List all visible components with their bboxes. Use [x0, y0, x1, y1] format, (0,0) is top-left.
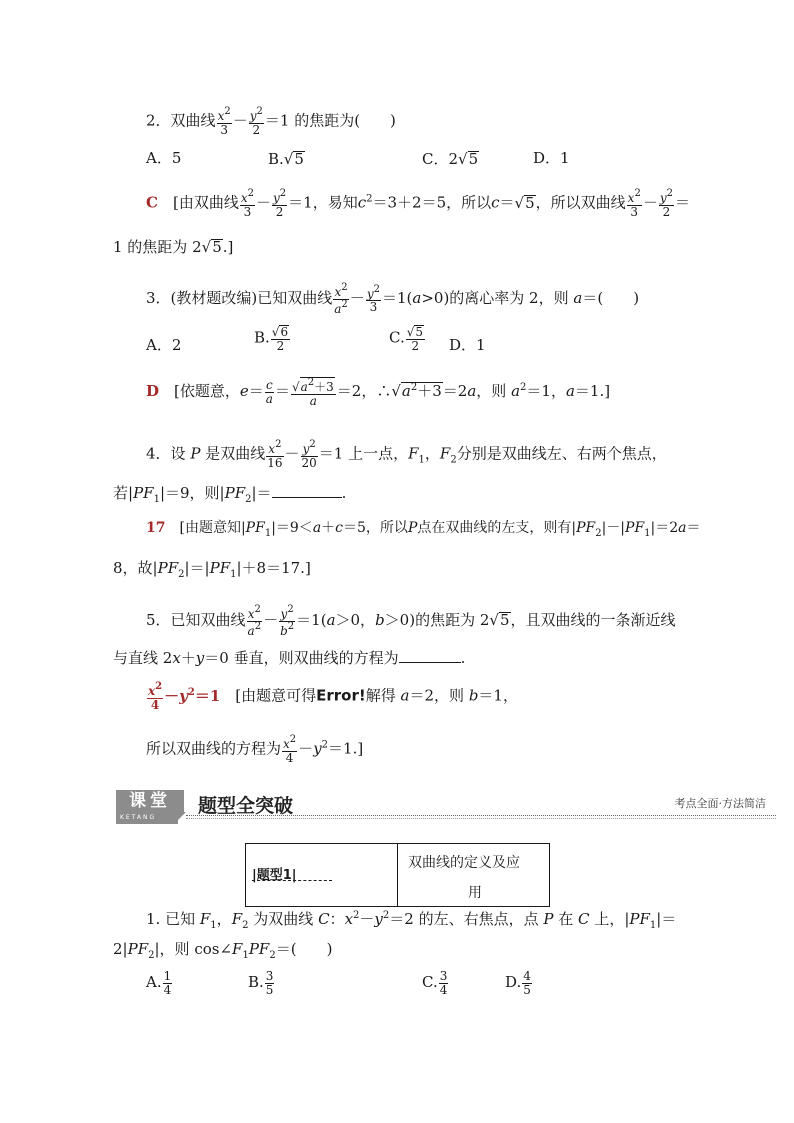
answer-text: |＝9＜ — [271, 520, 313, 536]
option-a-label: A．2 — [146, 336, 182, 354]
option-b-label: B. — [254, 328, 270, 347]
q2-options — [146, 151, 181, 166]
p1-stem-text: ： — [329, 910, 345, 928]
q4-stem-line2: 若$|PF_1|=9$，则$|PF_2|=$ . — [113, 484, 347, 505]
fraction: $\frac{4}{5}$ — [523, 969, 531, 997]
answer-text: ，所以双曲线 — [535, 193, 626, 212]
q4-stem-text: |＝9，则| — [159, 484, 225, 502]
answer-text: 解得 — [365, 686, 396, 705]
option-c — [422, 970, 449, 996]
option-c: C．2√5 — [422, 150, 479, 168]
answer-text: |＝2 — [650, 520, 679, 536]
option-d — [449, 338, 486, 353]
answer-text: [依题意， — [174, 382, 240, 401]
fraction: $\frac{x^2}{4}$ — [283, 734, 297, 765]
option-a-label: A. — [146, 973, 162, 992]
answer-text: 所以双曲线的方程为 — [146, 739, 282, 758]
divider — [186, 815, 776, 816]
p1-stem-text: ＝2 的左、右焦点，点 — [389, 910, 539, 928]
q4-stem-text: |＝ — [251, 484, 272, 502]
answer-text: 8，故| — [113, 559, 158, 577]
answer-text: ＝2，则 — [409, 686, 465, 705]
q5-stem-text: ＞0)的焦距为 2 — [384, 611, 490, 630]
q5-stem-text: ，且双曲线的一条渐近线 — [510, 611, 676, 630]
option-d-label: D．1 — [449, 336, 486, 354]
answer-letter: D — [146, 382, 160, 401]
fraction: $\frac{x^2}{a^2}$ — [247, 604, 262, 638]
answer-blank — [399, 650, 461, 663]
p1-number: 1. 已知 — [146, 910, 196, 928]
answer-letter: 17 — [146, 520, 166, 536]
answer-text: ＝ — [686, 520, 701, 536]
q5-answer: $\frac{x^2}{4}$ $-y^2=1$ [由题意可得Error!解得 a＝2，则 b＝1， — [148, 681, 518, 712]
answer-text: |＝| — [184, 559, 210, 577]
section-tagline: 考点全面·方法简洁 — [674, 797, 766, 810]
fraction: $\frac{x^2}{a^2}$ — [334, 282, 348, 316]
answer-text: 1 的焦距为 2 — [113, 238, 202, 256]
topic-underline — [252, 880, 332, 881]
option-a: A．5 — [146, 149, 182, 167]
option-d-label: D．1 — [533, 149, 570, 167]
fraction: $\frac{x^2}{4}$ — [148, 681, 163, 712]
option-d-label: D. — [505, 973, 522, 992]
p1-stem-text: |＝ — [656, 910, 677, 928]
option-c-label: C. — [389, 328, 405, 347]
p1-stem-text: 在 — [558, 910, 574, 928]
q3-var: a — [412, 289, 422, 308]
answer-letter: C — [146, 193, 158, 212]
fraction: $\frac{x^2}{3}$ — [627, 188, 641, 219]
fraction: $\frac{y^2}{b^2}$ — [280, 604, 295, 638]
badge-triangle — [174, 812, 186, 824]
answer-text: ＝ — [675, 193, 691, 212]
fraction: $\frac{y^2}{3}$ — [366, 283, 380, 315]
fraction: $\frac{y^2}{2}$ — [273, 188, 287, 219]
q3-stem-text: >0)的离心率为 2，则 — [421, 289, 569, 308]
fraction: $\frac{y^2}{2}$ — [659, 188, 673, 219]
answer-text: ＝1.] — [328, 739, 364, 758]
option-d — [505, 970, 533, 996]
table-divider — [397, 844, 398, 906]
section-badge: 课堂 — [116, 790, 184, 812]
q4-answer-line2: 8，故$|PF_2|=|PF_1|+8=17$.] — [113, 559, 311, 580]
option-b-label: B. — [248, 973, 264, 992]
q2-number: 2． — [146, 111, 171, 130]
q2-stem: 2．双曲线 $\frac{x^2}{3}$ － $\frac{y^2}{2}$ ＝1 的焦距为( ) — [146, 106, 396, 137]
topic-title-line1: 双曲线的定义及应 — [408, 855, 520, 871]
p1-stem-text: 2| — [113, 940, 128, 958]
q5-stem-text: ＝1( — [296, 611, 327, 630]
fraction: $\frac{3}{4}$ — [439, 969, 448, 997]
answer-blank — [272, 485, 342, 498]
answer-text: |－| — [601, 520, 626, 536]
answer-text: ＝2 — [442, 382, 468, 401]
answer-text: ＝1.] — [574, 382, 611, 401]
q5-stem: 5．已知双曲线 $\frac{x^2}{a^2}$ － $\frac{y^2}{b^2}$ ＝1(a＞0，b＞0)的焦距为 2√5，且双曲线的一条渐近线 — [146, 604, 676, 638]
option-b — [254, 325, 291, 352]
section-banner — [116, 790, 776, 824]
option-a — [146, 970, 173, 996]
answer-text: ＝1， — [478, 686, 518, 705]
topic-table — [245, 843, 550, 907]
fraction: $\frac{y^2}{20}$ — [301, 439, 317, 470]
q4-stem-text: 若| — [113, 484, 134, 502]
p1-stem-text: 为双曲线 — [253, 910, 314, 928]
section-title: 题型全突破 — [198, 795, 294, 817]
answer-text: ＝1，易知 — [288, 193, 358, 212]
fraction: $\frac{3}{5}$ — [265, 969, 274, 997]
q4-stem-text: 分别是双曲线左、右两个焦点， — [456, 444, 667, 463]
q5-stem-text: ＝0 垂直，则双曲线的方程为 — [204, 649, 399, 667]
option-d — [533, 151, 570, 166]
q5-number: 5．已知双曲线 — [146, 611, 246, 630]
q2-answer: C [由双曲线 $\frac{x^2}{3}$ － $\frac{y^2}{2}$ ＝1，易知$c^2=3+2=5$，所以c＝√5，所以双曲线 $\frac{x^2}{3}$ － $\frac{y^2}{2}$ ＝ — [146, 188, 691, 219]
answer-text: ，则 — [476, 382, 507, 401]
option-b — [248, 970, 275, 996]
answer-text: 点在双曲线的左支，则有| — [417, 520, 577, 536]
q3-answer: D [依题意，e＝ $\frac{c}{a}$ ＝ $\frac{√a^2+3}{a}$ ＝2，$\therefore√a^2+3=2a$，则 $a^2=1$，a＝1.] — [146, 377, 611, 408]
answer-text: |＋8＝17.] — [236, 559, 311, 577]
p1-stem: 1. 已知 $F_1$，$F_2$ 为双曲线 C：$x^2-y^2=2$ 的左、右焦点，点 P 在 C 上，$|PF_1|=$ — [146, 910, 677, 931]
option-c-label: C．2 — [422, 150, 459, 168]
p1-stem-text: 上，| — [594, 910, 630, 928]
topic-label: |题型1| — [252, 868, 297, 883]
p1-stem-line2: $2|PF_2|$，则 $\cos\angle F_1PF_2=$( ) — [113, 940, 333, 961]
answer-text: ＝2，∴ — [336, 382, 392, 401]
q3-stem: 3．(教材题改编)已知双曲线 $\frac{x^2}{a^2}$ － $\frac{y^2}{3}$ ＝1(a>0)的离心率为 2，则 a＝( ) — [146, 282, 640, 316]
answer-text: [由双曲线 — [172, 193, 239, 212]
q2-stem-text: ＝1 的焦距为( ) — [264, 111, 396, 130]
option-c-label: C. — [422, 973, 438, 992]
fraction: $\frac{x^2}{3}$ — [240, 188, 254, 219]
fraction: $\frac{1}{4}$ — [163, 969, 172, 997]
q5-answer-line2: 所以双曲线的方程为 $\frac{x^2}{4}$ $-y^2=1$.] — [146, 734, 364, 765]
q5-stem-line2: 与直线 2x＋y＝0 垂直，则双曲线的方程为 . — [113, 649, 466, 667]
q3-number: 3． — [146, 289, 171, 308]
q3-stem-text: ＝( ) — [582, 289, 640, 308]
answer-text: ＝3＋2＝5，所以 — [372, 193, 492, 212]
fraction: $\frac{√5}{2}$ — [406, 325, 424, 353]
fraction: $\frac{y^2}{2}$ — [249, 106, 263, 137]
section-badge-sub: KETANG — [116, 812, 178, 824]
topic-title-line2: 用 — [468, 885, 482, 901]
fraction: $\frac{x^2}{3}$ — [217, 106, 231, 137]
option-c — [389, 325, 426, 352]
divider — [186, 818, 776, 819]
answer-expression: $-y^2=1$ — [164, 686, 221, 705]
fraction: $\frac{√6}{2}$ — [271, 325, 289, 353]
answer-text: [由题意可得 — [235, 686, 317, 705]
option-b: B.√5 — [268, 150, 304, 168]
q4-stem-text: 是双曲线 — [205, 444, 266, 463]
fraction: $\frac{√a^2+3}{a}$ — [291, 377, 334, 408]
q3-stem-text: (教材题改编)已知双曲线 — [170, 289, 333, 308]
p1-stem-text: ＝( ) — [275, 940, 333, 958]
option-b-label: B. — [268, 150, 284, 168]
q3-stem-text: ＝1( — [381, 289, 413, 308]
answer-text: ＝1， — [526, 382, 566, 401]
answer-text: ＝5，所以 — [343, 520, 408, 536]
answer-text: [由题意知| — [179, 520, 246, 536]
answer-text: .] — [222, 238, 234, 256]
option-a — [146, 338, 181, 353]
q5-stem-text: 与直线 2 — [113, 649, 173, 667]
q4-stem: 4．设 P 是双曲线 $\frac{x^2}{16}$ － $\frac{y^2}{20}$ ＝1 上一点，$F_1$，$F_2$分别是双曲线左、右两个焦点， — [146, 439, 667, 470]
q2-answer-line2: 1 的焦距为 2√5.] — [113, 238, 234, 256]
q4-stem-text: ＝1 上一点， — [318, 444, 409, 463]
fraction: $\frac{x^2}{16}$ — [267, 439, 283, 470]
q5-stem-text: ＞0， — [335, 611, 376, 630]
q2-stem-text: 双曲线 — [170, 111, 216, 130]
p1-stem-text: |，则 cos∠ — [154, 940, 233, 958]
q4-number: 4．设 — [146, 444, 186, 463]
q4-answer: 17 [由题意知$|PF_1|=9<a+c=5$，所以P点在双曲线的左支，则有$|PF_2|-|PF_1|=2a=$ — [146, 520, 701, 539]
error-text: Error! — [316, 686, 366, 705]
fraction: $\frac{c}{a}$ — [265, 378, 273, 406]
